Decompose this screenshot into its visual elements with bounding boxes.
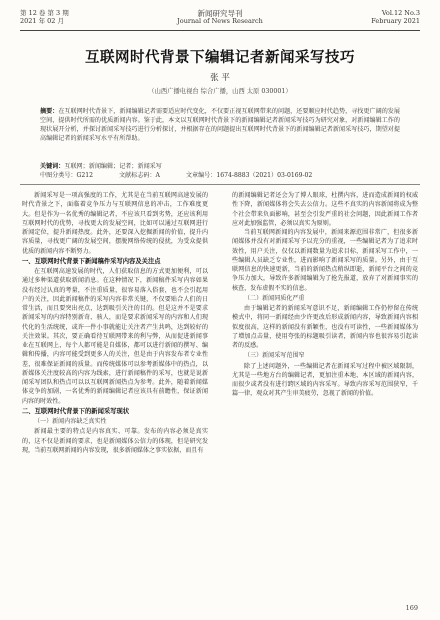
clc-number: 中图分类号：G212 <box>40 172 94 179</box>
journal-name-en: Journal of News Research <box>177 16 263 25</box>
keywords-label: 关键词： <box>40 163 65 170</box>
header-vol <box>371 10 420 25</box>
paragraph: 在互联网高速发展的时代，人们获取信息的方式更加便利，可以通过多种渠道获取新闻消息。在这种情况下，新闻稿件采写内容如果没有经过认真的考量，不注重质量，很容易落入俗套，也不会引起用户的关注，因此新闻稿件的采写内容非常关键，不仅要贴合人们的日常生活，而且要突出亮点，达到吸引关注的目的。但是这并不是要求新闻采写的内容特别新奇、骇人，而是要求新闻采写的内容和人们现代化的生活统统，或许一件小事就能让关注者产生共鸣，达到较好的关注效果。其次，要正确看待互联网带来的利与弊，从而促进新闻事业在互联网上，每个人都可能是自媒体，都可以进行新闻的撰写、编辑和传播，内容可能受到更多人的关注，但是由于内容发布者专业性差，很难保证新闻的质量。而传统媒体可以参考新媒体中的热点，以新媒体关注度较高的内容为线索，进行新闻稿件的采写，也就是说新闻采写团队和热点可以以互联网新闻热点为参考。此外，随着新闻媒体竞争的加剧，一名优秀的新闻编辑记者应该具有前瞻性，保证新闻内容的时效性。 <box>22 268 208 405</box>
paragraph: 的新闻编辑记者还会为了博人眼球，杜撰内容，进而造成新闻的权威性下降，新闻媒体将会失去公信力。这些不真实的内容新闻将成为整个社会带来负面影响，甚至会引发严重的社会问题，因此新闻工作者应对此加强监管，必须以真实为原则。 <box>232 192 418 227</box>
article-author: 张 平 <box>210 73 230 83</box>
page-number: 169 <box>405 604 418 612</box>
keywords <box>40 162 400 171</box>
subsection-heading: （三）新闻采写范围窄 <box>244 352 305 360</box>
header-volno: Vol.12 No.3 <box>381 9 420 17</box>
header-journal <box>20 10 420 25</box>
keywords-text: 互联网；新闻编辑；记者；新闻采写 <box>64 163 162 170</box>
abstract-text: 在互联网时代背景下，新闻编辑记者需要适应时代变化，不仅要正视互联网带来的问题，还要顺应时代趋势，寻找更广阔的发展空间，提供时代所需的优质新闻内容。鉴于此，本文以互联网时代背景下的新闻编辑记者新闻采写技巧为研究对象，对新闻编辑工作的现状展开分析，并探讨新闻采写技巧进行分析探讨，并根据存在的问题提出互联网时代背景下的新闻编辑记者新闻采写技巧，期望对提高编辑记者的新闻采写水平有所帮助。 <box>40 108 401 142</box>
paragraph: 除了上述问题外，一些编辑记者在新闻采写过程中被区域限制，尤其是一些地方台的编辑记者，更加注重本地、本区域的新闻内容，而很少或者没有进行跨区域的内容采写。导致内容采写范围狭窄，千篇一律，观众对其产生审美疲劳，忽视了新闻的价值。 <box>232 362 418 398</box>
paragraph: 当前互联网新闻的内容发展中，新闻来源范围非常广，但很多新闻媒体并没有对新闻采写予以充分的重视，一些编辑记者为了追求时效性，用户关注，仅仅以新闻数量为追求目标，新闻采写工作中，一些编辑人员缺乏专业性，进而影响了新闻采写的质量。另外，由于互联网信息的快速更新，当前的新闻热点稍纵即逝，新闻平台之间的竞争压力加大，导致许多新闻编辑为了抢先报道，放弃了对新闻事实的核查，发布虚假不实的信息。 <box>232 229 418 292</box>
doc-code: 文献标志码：A <box>119 172 160 179</box>
body-column-left <box>22 191 208 455</box>
paragraph: 由于编辑记者的新闻采写意识不足，新闻编辑工作仍停留在传统模式中，将同一新闻经由少许更改后形成新闻内容，导致新闻内容相似度很高，这样的新闻没有新颖性，也没有可读性，一些新闻媒体为了增加点击量，使用夸张的标题吸引读者，新闻内容也很容易引起读者的反感。 <box>232 305 418 349</box>
abstract-label: 摘要： <box>40 108 59 115</box>
subsection-heading: （一）新闻内容缺乏真实性 <box>34 418 107 425</box>
article-meta <box>40 171 400 180</box>
header-date: 2021 年 02 月 <box>20 16 65 25</box>
meta-rule <box>20 184 420 185</box>
paragraph: 新闻采写是一项高强度的工作，尤其是在当前互联网高速发展的时代背景之下，面临着竞争压力与互联网信息的冲击，工作难度更大。但是作为一名优秀的编辑记者，不应该只看到劣势，还应该利用互联网时代的优势，寻找更大的发展空间，比如可以通过互联网进行新闻定位，提升新闻热度。此外，还要深入挖掘新闻的价值，提升内容质量，寻找更广阔的发展空间，摆脱网络传统的侵扰，为受众提供优质的新闻内容不断努力。 <box>22 192 208 255</box>
subsection-heading: （二）新闻同质化严重 <box>244 294 305 302</box>
abstract <box>40 107 400 143</box>
header-rule <box>20 30 420 31</box>
section-heading: 二、互联网时代背景下的新闻采写现状 <box>22 407 130 415</box>
article-title: 互联网时代背景下编辑记者新闻采写技巧 <box>85 50 355 66</box>
body-column-right <box>232 191 418 399</box>
author-affiliation: （山西广播电视台 综合广播，山西 太原 030001） <box>148 88 292 95</box>
header-month: February 2021 <box>371 16 420 25</box>
running-header <box>20 10 420 32</box>
header-volume: 第 12 卷 第 3 期 <box>20 9 69 17</box>
paragraph: 新闻最主要的特点是内容真实、可靠。发布的内容必须是真实的，这不仅是新闻的要求，也是新闻媒体公信力的体现，但是研究发现，当前互联网新闻的内容发现，很多新闻媒体之事实依据，而且有 <box>22 428 208 454</box>
journal-name-cn: 新闻研究导刊 <box>197 9 243 18</box>
article-number: 文章编号：1674-8883（2021）03-0169-02 <box>185 172 313 179</box>
section-heading: 一、互联网时代背景下新闻稿件采写内容及关注点 <box>22 257 161 265</box>
